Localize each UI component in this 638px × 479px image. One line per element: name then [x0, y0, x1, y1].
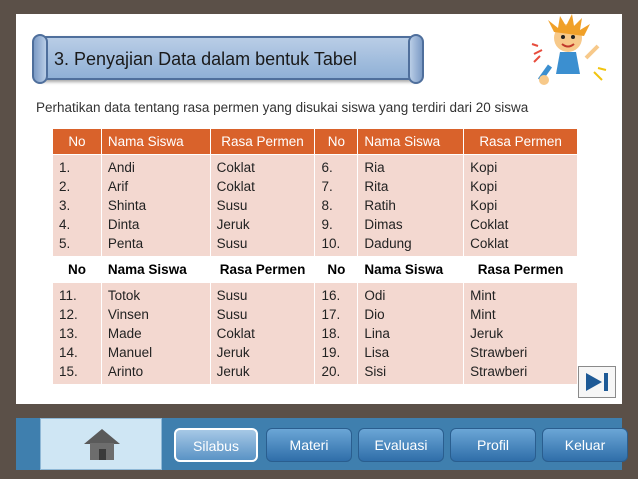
menu-button-evaluasi[interactable]: Evaluasi — [358, 428, 444, 462]
cell-flavor: Kopi — [470, 198, 498, 213]
cell-name: Dio — [364, 307, 385, 322]
cell-no: 7. — [321, 179, 333, 194]
header-flavor: Rasa Permen — [210, 257, 315, 283]
cell-name: Dadung — [364, 236, 412, 251]
data-table — [52, 128, 578, 385]
cell-no-column — [315, 283, 358, 385]
cell-flavor: Susu — [216, 236, 248, 251]
cell-name: Made — [107, 326, 142, 341]
cell-flavor: Jeruk — [216, 217, 250, 232]
cell-flavor: Strawberi — [470, 345, 528, 360]
cell-flavor: Coklat — [216, 179, 255, 194]
header-name: Nama Siswa — [358, 257, 464, 283]
cell-name: Ria — [364, 160, 385, 175]
cell-flavor-column — [464, 155, 578, 257]
header-name: Nama Siswa — [101, 257, 210, 283]
table-header-row — [53, 257, 578, 283]
cell-no: 16. — [321, 288, 341, 303]
cell-flavor: Mint — [470, 288, 496, 303]
cell-flavor: Coklat — [470, 236, 509, 251]
cell-flavor: Mint — [470, 307, 496, 322]
table-header-row — [53, 129, 578, 155]
cell-name: Dinta — [107, 217, 140, 232]
header-name: Nama Siswa — [358, 129, 464, 155]
cell-no: 20. — [321, 364, 341, 379]
cell-name: Penta — [107, 236, 144, 251]
header-no: No — [53, 129, 102, 155]
cell-no: 14. — [59, 345, 78, 360]
cell-no: 19. — [321, 345, 341, 360]
cell-flavor-column — [210, 155, 315, 257]
header-name: Nama Siswa — [101, 129, 210, 155]
cell-no-column — [53, 283, 102, 385]
cell-no: 10. — [321, 236, 341, 251]
menu-button-silabus[interactable]: Silabus — [174, 428, 258, 462]
cell-flavor-column — [210, 283, 315, 385]
cell-flavor-column — [464, 283, 578, 385]
cartoon-mascot-icon — [528, 10, 608, 90]
next-slide-button[interactable] — [578, 366, 616, 398]
cell-no: 9. — [321, 217, 333, 232]
cell-name: Shinta — [107, 198, 147, 213]
menu-button-materi[interactable]: Materi — [266, 428, 352, 462]
menu-button-keluar[interactable]: Keluar — [542, 428, 628, 462]
cell-flavor: Kopi — [470, 160, 498, 175]
home-button[interactable] — [40, 418, 162, 470]
cell-no: 4. — [59, 217, 71, 232]
cell-no: 8. — [321, 198, 333, 213]
header-no: No — [315, 129, 358, 155]
cell-no: 13. — [59, 326, 78, 341]
cell-no: 18. — [321, 326, 341, 341]
menu-button-profil[interactable]: Profil — [450, 428, 536, 462]
cell-name: Totok — [107, 288, 141, 303]
cell-flavor: Susu — [216, 288, 248, 303]
cell-name: Lisa — [364, 345, 390, 360]
title-banner — [38, 36, 416, 80]
cell-flavor: Coklat — [216, 160, 255, 175]
table-row — [53, 155, 578, 257]
cell-flavor: Coklat — [216, 326, 255, 341]
header-flavor: Rasa Permen — [464, 129, 578, 155]
header-flavor: Rasa Permen — [210, 129, 315, 155]
cell-no: 3. — [59, 198, 71, 213]
cell-name: Arinto — [107, 364, 144, 379]
cell-flavor: Strawberi — [470, 364, 528, 379]
cell-name: Odi — [364, 288, 386, 303]
slide-title: 3. Penyajian Data dalam bentuk Tabel — [54, 49, 357, 69]
cell-name: Dimas — [364, 217, 403, 232]
cell-flavor: Susu — [216, 198, 248, 213]
cell-name: Rita — [364, 179, 389, 194]
cell-no: 1. — [59, 160, 71, 175]
cell-flavor: Susu — [216, 307, 248, 322]
cell-name-column — [358, 155, 464, 257]
cell-name-column — [101, 283, 210, 385]
cell-name: Vinsen — [107, 307, 149, 322]
cell-no: 12. — [59, 307, 78, 322]
cell-no-column — [315, 155, 358, 257]
cell-no: 15. — [59, 364, 78, 379]
cell-name: Andi — [107, 160, 135, 175]
cell-name-column — [358, 283, 464, 385]
banner-scroll-right — [408, 34, 424, 84]
cell-no: 11. — [59, 288, 77, 303]
cell-no: 6. — [321, 160, 333, 175]
cell-name: Ratih — [364, 198, 396, 213]
table-row — [53, 283, 578, 385]
cell-name-column — [101, 155, 210, 257]
header-no: No — [315, 257, 358, 283]
cell-flavor: Coklat — [470, 217, 509, 232]
intro-text: Perhatikan data tentang rasa permen yang disukai siswa yang terdiri dari 20 siswa — [36, 100, 529, 115]
cell-no-column — [53, 155, 102, 257]
header-flavor: Rasa Permen — [464, 257, 578, 283]
cell-flavor: Jeruk — [216, 364, 250, 379]
cell-name: Arif — [107, 179, 129, 194]
cell-no: 5. — [59, 236, 71, 251]
banner-scroll-left — [32, 34, 48, 84]
cell-name: Sisi — [364, 364, 387, 379]
home-icon — [81, 426, 123, 462]
cell-flavor: Jeruk — [470, 326, 504, 341]
cell-no: 17. — [321, 307, 341, 322]
cell-no: 2. — [59, 179, 71, 194]
cell-flavor: Jeruk — [216, 345, 250, 360]
cell-name: Manuel — [107, 345, 153, 360]
header-no: No — [53, 257, 102, 283]
skip-forward-icon — [583, 371, 611, 393]
cell-name: Lina — [364, 326, 390, 341]
cell-flavor: Kopi — [470, 179, 498, 194]
